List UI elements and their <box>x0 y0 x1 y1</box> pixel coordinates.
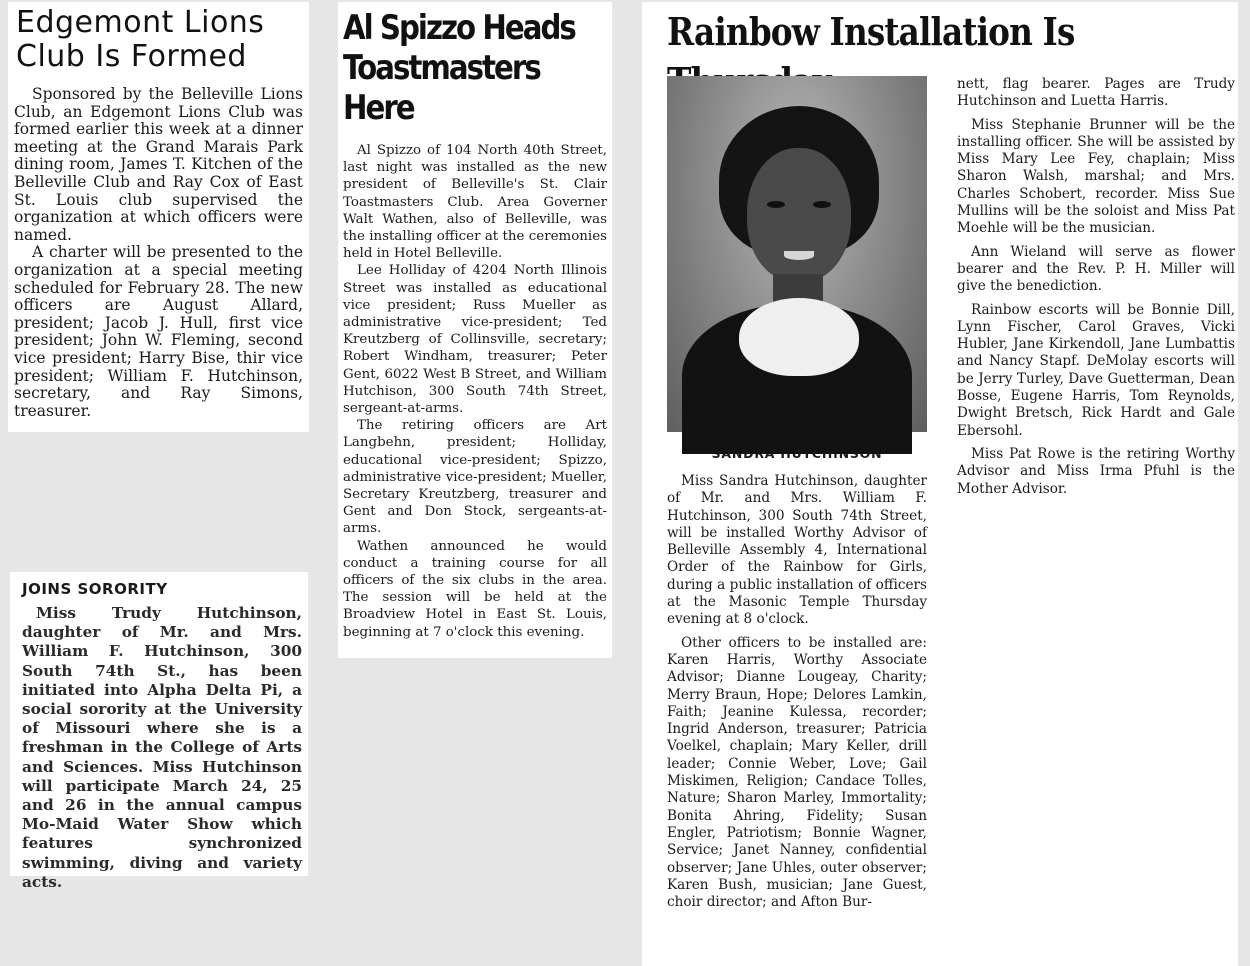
paragraph: Ann Wieland will serve as flower bearer and the Rev. P. H. Miller will give the benediction. <box>957 243 1235 295</box>
photo-mouth <box>784 251 814 260</box>
portrait-photo <box>667 76 927 432</box>
photo-lace-collar <box>739 298 859 376</box>
headline-line-1: Al Spizzo Heads <box>343 8 575 48</box>
article-column-left <box>667 76 927 911</box>
headline-rainbow: Rainbow Installation Is <box>667 9 1075 54</box>
headline-joins-sorority: JOINS SORORITY <box>22 580 168 598</box>
clipping-rainbow-installation <box>642 2 1238 966</box>
paragraph: A charter will be presented to the organization at a special meeting scheduled for February 28. The new officers are August Allard, president; Jacob J. Hull, first vice president; John W. Fleming, second vice president; Harry Bise, thir vice president; William F. Hutchinson, secretary, and Ray Simons, treasurer. <box>14 243 303 420</box>
paragraph: Miss Trudy Hutchinson, daughter of Mr. and Mrs. William F. Hutchinson, 300 South 74th St., has been initiated into Alpha Delta Pi, a social sorority at the University of Missouri where she is a freshman in the College of Arts and Sciences. Miss Hutchinson will participate March 24, 25 and 26 in the annual campus Mo-Maid Water Show which features synchronized swimming, diving and variety acts. <box>22 604 302 891</box>
headline-line-1: Edgemont Lions <box>16 5 265 40</box>
article-column-right <box>957 76 1235 504</box>
headline-edgemont-lions <box>16 6 303 74</box>
photo-eye-left <box>767 201 785 208</box>
paragraph: Sponsored by the Belleville Lions Club, an Edgemont Lions Club was formed earlier this week at a dinner meeting at the Grand Marais Park dining room, James T. Kitchen of the Belleville Club and Ray Cox of East St. Louis club supervised the organization at which officers were named. <box>14 85 303 244</box>
paragraph: Miss Stephanie Brunner will be the installing officer. She will be assisted by Miss Mary Lee Fey, chaplain; Miss Sharon Walsh, marshal; and Mrs. Charles Schobert, recorder. Miss Sue Mullins will be the soloist and Miss Pat Moehle will be the musician. <box>957 116 1235 237</box>
paragraph: Miss Pat Rowe is the retiring Worthy Advisor and Miss Irma Pfuhl is the Mother Advisor. <box>957 445 1235 497</box>
paragraph: Rainbow escorts will be Bonnie Dill, Lynn Fischer, Carol Graves, Vicki Hubler, Jane Kirkendoll, Jane Lumbattis and Nancy Stapf. DeMolay escorts will be Jerry Turley, Dave Guetterman, Dean Bosse, Eugene Harris, Tom Reynolds, Dwight Bretsch, Rick Hardt and Gale Ebersohl. <box>957 301 1235 439</box>
paragraph: Al Spizzo of 104 North 40th Street, last night was installed as the new president of Belleville's St. Clair Toastmasters Club. Area Governer Walt Wathen, also of Belleville, was the installing officer at the ceremonies held in Hotel Belleville. <box>343 143 607 262</box>
clipping-joins-sorority <box>10 572 308 891</box>
paragraph: The retiring officers are Art Langbehn, president; Holliday, educational vice-president; Spizzo, administrative vice-president; Mueller, Secretary Kreutzberg, treasurer and Gent and Don Stock, sergeants-at-arms. <box>343 418 607 537</box>
photo-face <box>747 148 851 282</box>
paragraph: nett, flag bearer. Pages are Trudy Hutchinson and Luetta Harris. <box>957 76 1235 110</box>
photo-eye-right <box>813 201 831 208</box>
paragraph: Other officers to be installed are: Karen Harris, Worthy Associate Advisor; Dianne Lougeay, Charity; Merry Braun, Hope; Delores Lamkin, Faith; Jeanine Kulessa, recorder; Ingrid Anderson, treasurer; Patricia Voelkel, chaplain; Mary Keller, drill leader; Connie Weber, Love; Gail Miskimen, Religion; Candace Tolles, Nature; Sharon Marley, Immortality; Bonita Ahring, Fidelity; Susan Engler, Patriotism; Bonnie Wagner, Service; Janet Nanney, confidential observer; Jane Uhles, outer observer; Karen Bush, musician; Jane Guest, choir director; and Afton Bur- <box>667 634 927 911</box>
paragraph: Wathen announced he would conduct a training course for all officers of the six clubs in the area. The session will be held at the Broadview Hotel in East St. Louis, beginning at 7 o'clock this evening. <box>343 538 607 640</box>
headline-line-2: Toastmasters Here <box>343 48 540 128</box>
headline-line-2: Club Is Formed <box>16 39 247 74</box>
headline-toastmasters <box>343 8 610 128</box>
paragraph: Lee Holliday of 4204 North Illinois Street was installed as educational vice president; Russ Mueller as administrative vice-president; Ted Kreutzberg of Collinsville, secretary; Robert Windham, treasurer; Peter Gent, 6022 West B Street, and William Hutchison, 300 South 74th Street, sergeant-at-arms. <box>343 263 607 417</box>
paragraph: Miss Sandra Hutchinson, daughter of Mr. and Mrs. William F. Hutchinson, 300 South 74th Street, will be installed Worthy Advisor of Belleville Assembly 4, International Order of the Rainbow for Girls, during a public installation of officers at the Masonic Temple Thursday evening at 8 o'clock. <box>667 473 927 628</box>
clipping-toastmasters <box>338 2 612 658</box>
clipping-edgemont-lions <box>8 2 309 432</box>
